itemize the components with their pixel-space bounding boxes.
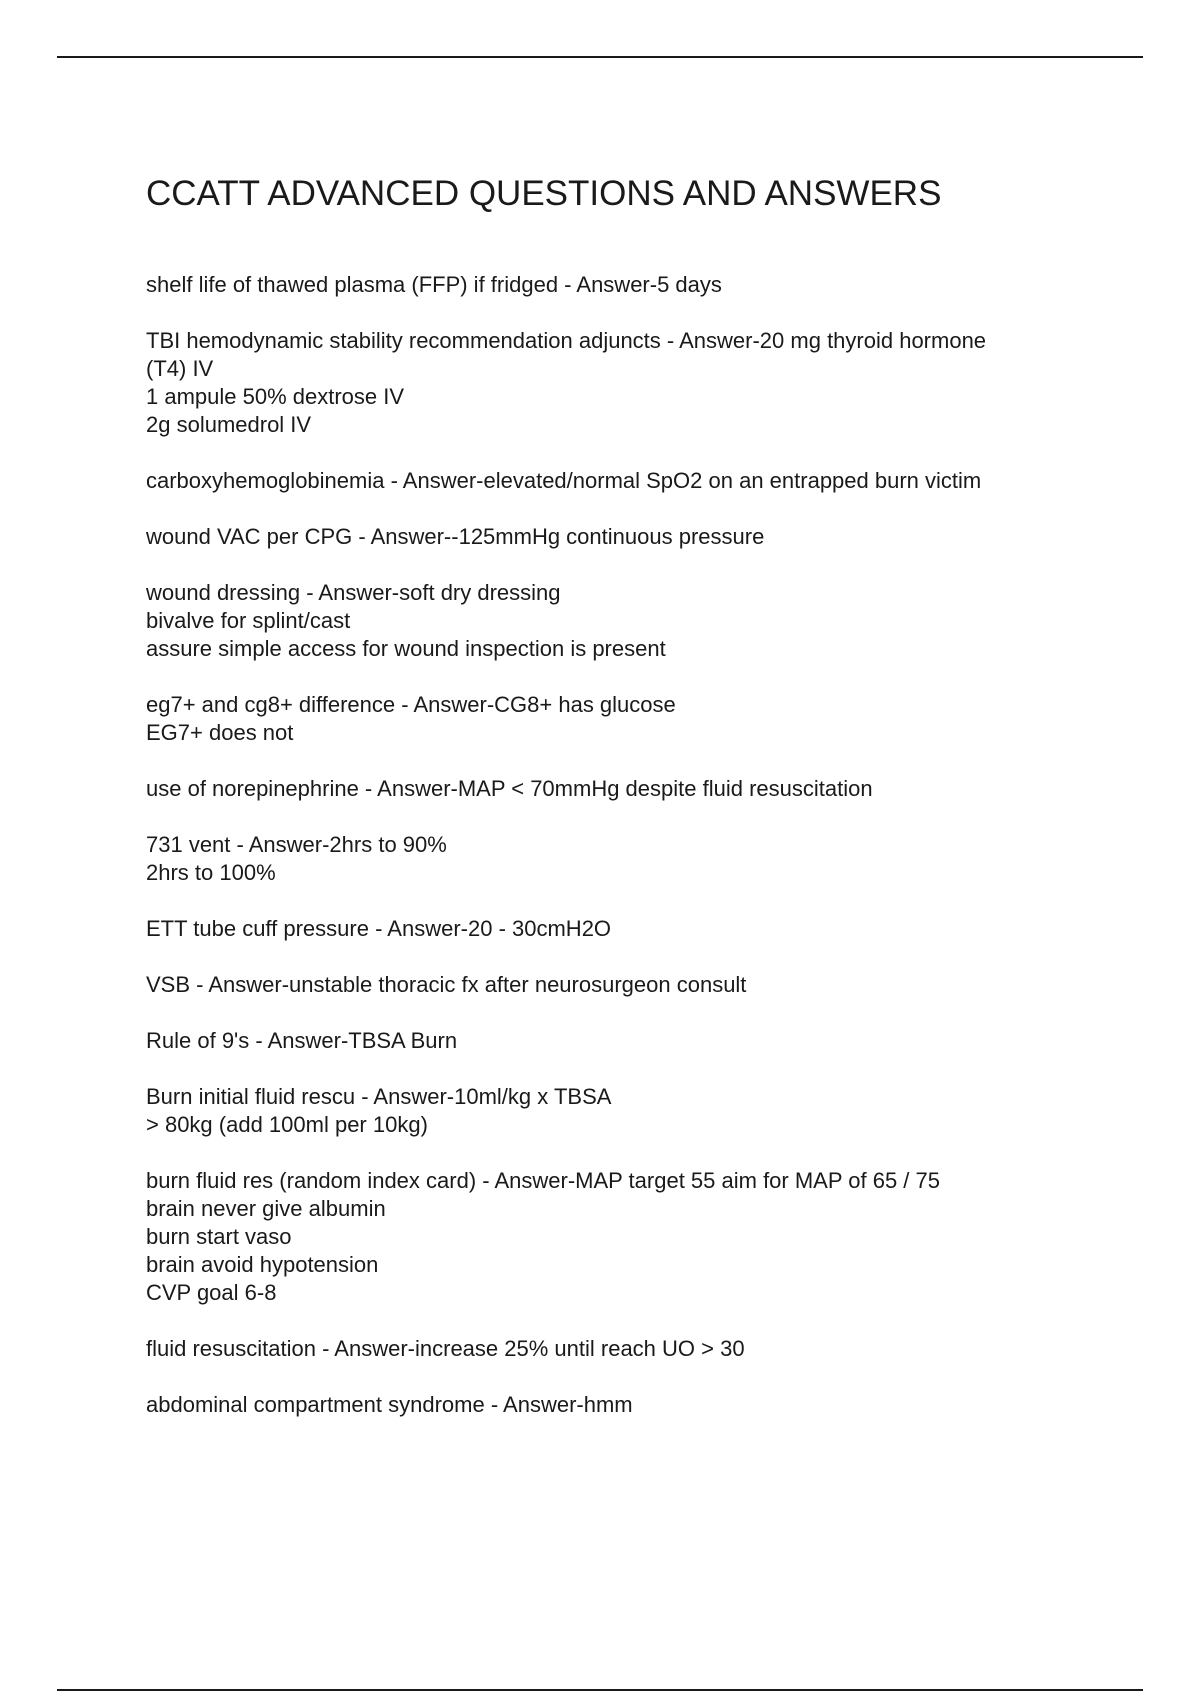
qa-line: 1 ampule 50% dextrose IV <box>146 384 405 409</box>
qa-line: burn start vaso <box>146 1224 292 1249</box>
qa-line: wound VAC per CPG - Answer--125mmHg continuous pressure <box>146 524 765 549</box>
qa-line: > 80kg (add 100ml per 10kg) <box>146 1112 428 1137</box>
qa-line: eg7+ and cg8+ difference - Answer-CG8+ has glucose <box>146 692 676 717</box>
qa-item-12 <box>146 1083 1086 1139</box>
qa-line: bivalve for splint/cast <box>146 608 351 633</box>
qa-line: VSB - Answer-unstable thoracic fx after neurosurgeon consult <box>146 972 747 997</box>
qa-item-3 <box>146 467 1086 495</box>
qa-item-9 <box>146 915 1086 943</box>
page-title: CCATT ADVANCED QUESTIONS AND ANSWERS <box>146 174 942 213</box>
qa-line: use of norepinephrine - Answer-MAP < 70mmHg despite fluid resuscitation <box>146 776 873 801</box>
qa-line: brain avoid hypotension <box>146 1252 379 1277</box>
qa-line: Rule of 9's - Answer-TBSA Burn <box>146 1028 458 1053</box>
qa-line: burn fluid res (random index card) - Answer-MAP target 55 aim for MAP of 65 / 75 <box>146 1168 940 1193</box>
qa-item-6 <box>146 691 1086 747</box>
qa-line: brain never give albumin <box>146 1196 386 1221</box>
qa-line: fluid resuscitation - Answer-increase 25% until reach UO > 30 <box>146 1336 745 1361</box>
top-rule <box>57 56 1143 58</box>
qa-line: 731 vent - Answer-2hrs to 90% <box>146 832 447 857</box>
qa-item-10 <box>146 971 1086 999</box>
qa-line: Burn initial fluid rescu - Answer-10ml/kg x TBSA <box>146 1084 612 1109</box>
qa-line: 2g solumedrol IV <box>146 412 312 437</box>
qa-line: 2hrs to 100% <box>146 860 276 885</box>
qa-list <box>146 271 1086 1447</box>
qa-line: EG7+ does not <box>146 720 294 745</box>
qa-line: shelf life of thawed plasma (FFP) if fridged - Answer-5 days <box>146 272 722 297</box>
qa-line: (T4) IV <box>146 356 214 381</box>
qa-line: carboxyhemoglobinemia - Answer-elevated/normal SpO2 on an entrapped burn victim <box>146 468 982 493</box>
qa-line: TBI hemodynamic stability recommendation adjuncts - Answer-20 mg thyroid hormone <box>146 328 987 353</box>
qa-item-7 <box>146 775 1086 803</box>
qa-item-8 <box>146 831 1086 887</box>
qa-item-13 <box>146 1167 1086 1307</box>
qa-item-15 <box>146 1391 1086 1419</box>
bottom-rule <box>57 1689 1143 1691</box>
qa-item-14 <box>146 1335 1086 1363</box>
qa-item-2 <box>146 327 1086 439</box>
qa-line: ETT tube cuff pressure - Answer-20 - 30cmH2O <box>146 916 612 941</box>
qa-line: wound dressing - Answer-soft dry dressing <box>146 580 561 605</box>
qa-item-11 <box>146 1027 1086 1055</box>
qa-item-4 <box>146 523 1086 551</box>
qa-item-5 <box>146 579 1086 663</box>
qa-line: assure simple access for wound inspection is present <box>146 636 666 661</box>
qa-line: CVP goal 6-8 <box>146 1280 277 1305</box>
qa-item-1 <box>146 271 1086 299</box>
qa-line: abdominal compartment syndrome - Answer-hmm <box>146 1392 633 1417</box>
